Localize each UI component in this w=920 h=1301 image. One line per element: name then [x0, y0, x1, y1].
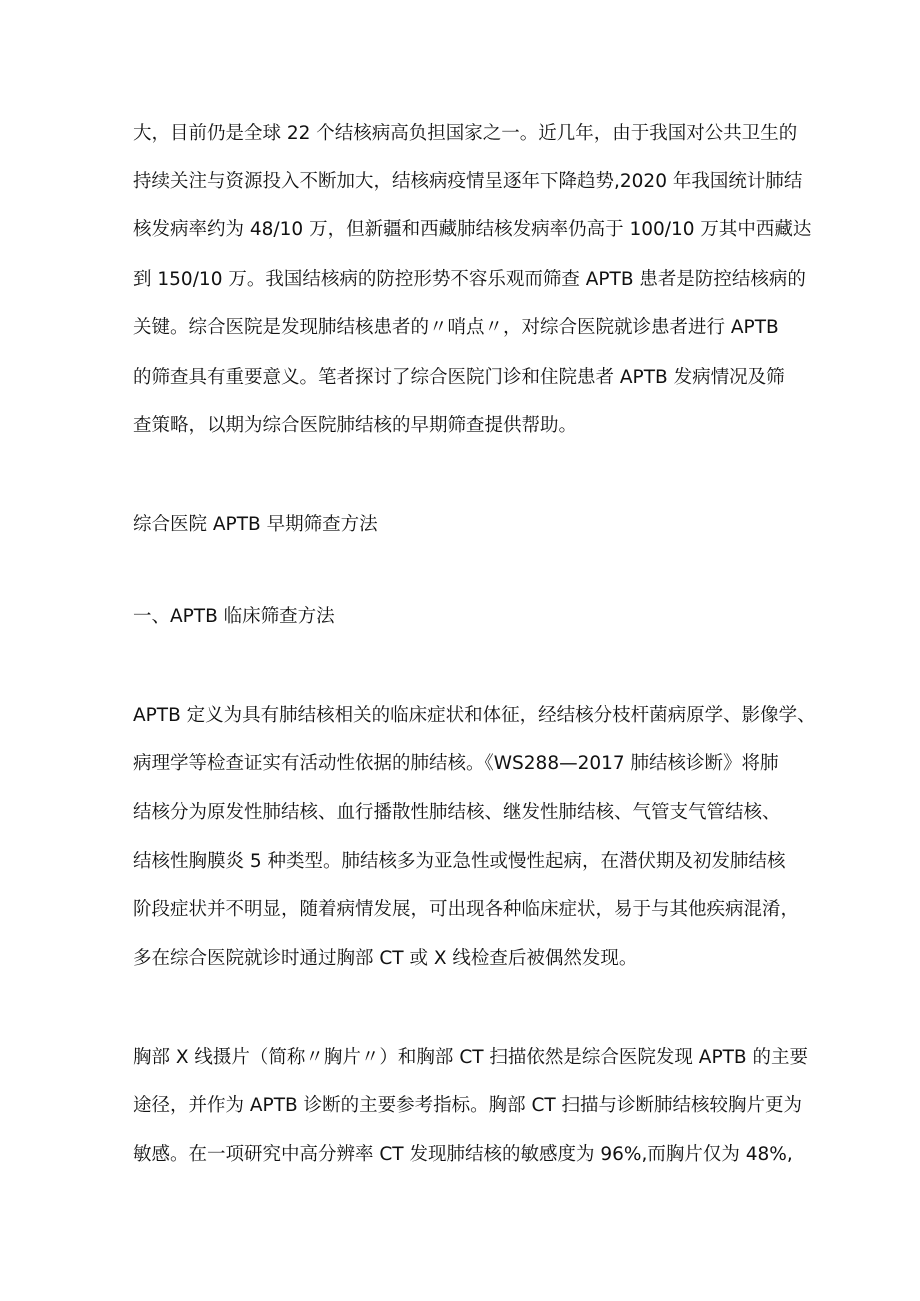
text-line: 病理学等检查证实有活动性依据的肺结核。《WS288—2017 肺结核诊断》将肺 — [133, 753, 779, 774]
text-line: 持续关注与资源投入不断加大，结核病疫情呈逐年下降趋势,2020 年我国统计肺结 — [133, 171, 803, 192]
text-line: 多在综合医院就诊时通过胸部 CT 或 X 线检查后被偶然发现。 — [133, 948, 638, 969]
text-line: 敏感。在一项研究中高分辨率 CT 发现肺结核的敏感度为 96%,而胸片仅为 48%, — [133, 1144, 793, 1165]
text-line: 胸部 X 线摄片（简称〃胸片〃）和胸部 CT 扫描依然是综合医院发现 APTB 的主要 — [133, 1047, 808, 1068]
text-line: 关键。综合医院是发现肺结核患者的〃哨点〃，对综合医院就诊患者进行 APTB — [133, 317, 779, 338]
text-line: 阶段症状并不明显，随着病情发展，可出现各种临床症状，易于与其他疾病混淆， — [133, 899, 800, 920]
text-line: 查策略，以期为综合医院肺结核的早期筛查提供帮助。 — [133, 415, 578, 436]
text-line: 大，目前仍是全球 22 个结核病高负担国家之一。近几年，由于我国对公共卫生的 — [133, 123, 798, 144]
text-line: 途径，并作为 APTB 诊断的主要参考指标。胸部 CT 扫描与诊断肺结核较胸片更为 — [133, 1095, 803, 1116]
section-title: 综合医院 APTB 早期筛查方法 — [133, 514, 378, 535]
text-line: 核发病率约为 48/10 万，但新疆和西藏肺结核发病率仍高于 100/10 万其中西藏达 — [133, 219, 812, 240]
text-line: 的筛查具有重要意义。笔者探讨了综合医院门诊和住院患者 APTB 发病情况及筛 — [133, 367, 785, 388]
text-line: 结核性胸膜炎 5 种类型。肺结核多为亚急性或慢性起病，在潜伏期及初发肺结核 — [133, 851, 786, 872]
text-line: 到 150/10 万。我国结核病的防控形势不容乐观而筛查 APTB 患者是防控结核病的 — [133, 269, 806, 290]
text-line: 结核分为原发性肺结核、血行播散性肺结核、继发性肺结核、气管支气管结核、 — [133, 802, 781, 823]
subsection-title: 一、APTB 临床筛查方法 — [133, 606, 335, 627]
text-line: APTB 定义为具有肺结核相关的临床症状和体征，经结核分枝杆菌病原学、影像学、 — [133, 705, 816, 726]
